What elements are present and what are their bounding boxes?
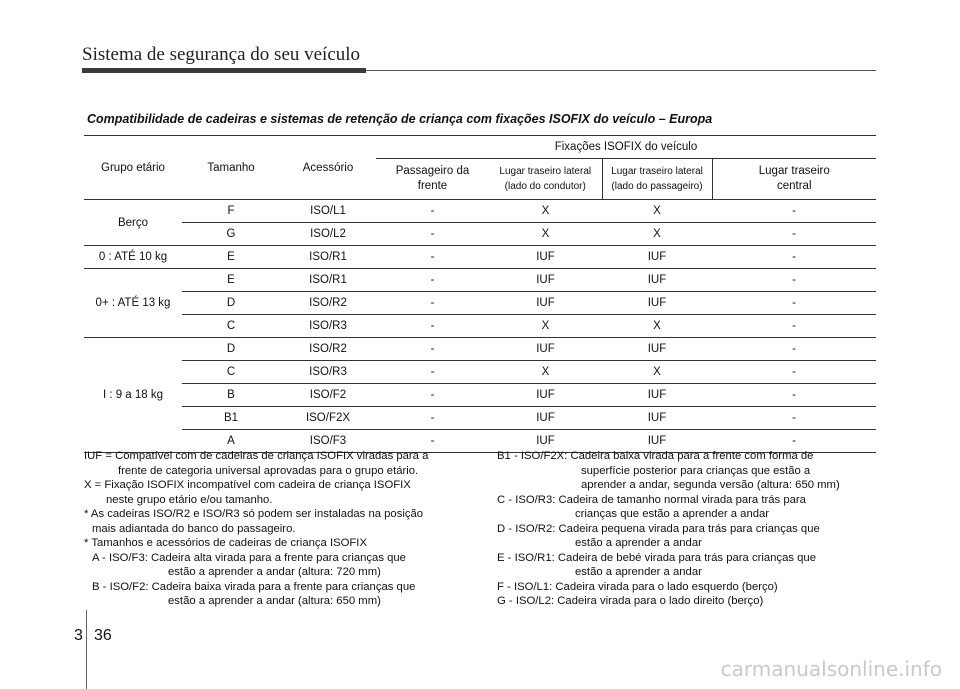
cell-lateral-condutor: IUF	[489, 338, 602, 361]
page-number-divider	[86, 610, 87, 689]
legend-d-line1: D - ISO/R2: Cadeira pequena virada para trás para crianças que	[497, 522, 820, 535]
cell-acessorio: ISO/L1	[280, 200, 376, 223]
legend-right	[497, 449, 879, 609]
cell-tamanho: D	[182, 292, 280, 315]
cell-central: -	[712, 223, 876, 246]
section-title: Compatibilidade de cadeiras e sistemas de retenção de criança com fixações ISOFIX do veículo – Europa	[87, 112, 713, 126]
legend-b1-line1: B1 - ISO/F2X: Cadeira baixa virada para a frente com forma de	[497, 450, 814, 462]
header-passageiro-l2: frente	[417, 180, 448, 192]
cell-tamanho: C	[182, 315, 280, 338]
page-header-title: Sistema de segurança do seu veículo	[82, 44, 361, 65]
cell-tamanho: E	[182, 246, 280, 269]
header-acessorio: Acessório	[280, 136, 376, 200]
cell-lateral-passageiro: X	[602, 200, 712, 223]
cell-lateral-condutor: X	[489, 223, 602, 246]
legend-note2: * Tamanhos e acessórios de cadeiras de criança ISOFIX	[84, 537, 367, 549]
cell-lateral-passageiro: IUF	[602, 269, 712, 292]
table-row	[84, 200, 876, 223]
cell-acessorio: ISO/R1	[280, 246, 376, 269]
table-row	[84, 246, 876, 269]
cell-lateral-passageiro: IUF	[602, 338, 712, 361]
header-passageiro	[376, 159, 489, 200]
legend-a-line1: A - ISO/F3: Cadeira alta virada para a frente para crianças que	[92, 551, 406, 564]
legend-c-line1: C - ISO/R3: Cadeira de tamanho normal virada para trás para	[497, 493, 806, 506]
table-row	[84, 407, 876, 430]
cell-tamanho: A	[182, 430, 280, 453]
group-cell: 0+ : ATÉ 13 kg	[84, 269, 182, 338]
cell-passageiro: -	[376, 223, 489, 246]
cell-central: -	[712, 384, 876, 407]
cell-lateral-condutor: X	[489, 315, 602, 338]
cell-lateral-condutor: IUF	[489, 430, 602, 453]
cell-acessorio: ISO/L2	[280, 223, 376, 246]
cell-lateral-condutor: IUF	[489, 269, 602, 292]
header-central-l1: Lugar traseiro	[758, 165, 830, 177]
cell-acessorio: ISO/R1	[280, 269, 376, 292]
cell-central: -	[712, 200, 876, 223]
watermark: carmanualsonline.info	[720, 657, 942, 681]
header-fixacoes: Fixações ISOFIX do veículo	[376, 136, 876, 159]
group-cell: Berço	[84, 200, 182, 246]
header-rule	[366, 70, 876, 71]
header-lat-pass-l2: (lado do passageiro)	[611, 181, 703, 192]
legend-d-line2: estão a aprender a andar	[575, 537, 702, 549]
legend-g: G - ISO/L2: Cadeira virada para o lado direito (berço)	[497, 595, 764, 607]
cell-passageiro: -	[376, 338, 489, 361]
cell-acessorio: ISO/R2	[280, 338, 376, 361]
header-grupo: Grupo etário	[84, 136, 182, 200]
header-lat-pass-l1: Lugar traseiro lateral	[611, 166, 703, 177]
header-central	[712, 159, 876, 200]
cell-passageiro: -	[376, 361, 489, 384]
cell-acessorio: ISO/R3	[280, 361, 376, 384]
table-row	[84, 361, 876, 384]
header-central-l2: central	[776, 180, 812, 192]
cell-lateral-passageiro: X	[602, 223, 712, 246]
header-passageiro-l1: Passageiro da	[395, 165, 470, 177]
table-row	[84, 315, 876, 338]
cell-tamanho: C	[182, 361, 280, 384]
legend-iuf-line1: IUF = Compatível com de cadeiras de criança ISOFIX viradas para a	[84, 450, 429, 462]
cell-lateral-passageiro: X	[602, 315, 712, 338]
legend-note1-line2: mais adiantada do banco do passageiro.	[92, 522, 296, 535]
cell-passageiro: -	[376, 292, 489, 315]
legend-f: F - ISO/L1: Cadeira virada para o lado esquerdo (berço)	[497, 580, 778, 593]
cell-central: -	[712, 338, 876, 361]
header-lat-cond-l1: Lugar traseiro lateral	[499, 166, 592, 177]
header-lateral-condutor	[489, 159, 602, 200]
legend-x-line2: neste grupo etário e/ou tamanho.	[106, 493, 273, 506]
page-number: 36	[94, 627, 112, 644]
table-row	[84, 384, 876, 407]
cell-passageiro: -	[376, 407, 489, 430]
cell-tamanho: G	[182, 223, 280, 246]
cell-lateral-passageiro: IUF	[602, 246, 712, 269]
cell-central: -	[712, 246, 876, 269]
cell-lateral-condutor: IUF	[489, 292, 602, 315]
cell-central: -	[712, 292, 876, 315]
cell-lateral-condutor: IUF	[489, 407, 602, 430]
cell-acessorio: ISO/R2	[280, 292, 376, 315]
cell-lateral-passageiro: IUF	[602, 384, 712, 407]
legend-b-line1: B - ISO/F2: Cadeira baixa virada para a frente para crianças que	[92, 580, 416, 593]
cell-lateral-passageiro: IUF	[602, 292, 712, 315]
isofix-compatibility-table	[84, 135, 876, 453]
cell-acessorio: ISO/F2X	[280, 407, 376, 430]
legend-e-line2: estão a aprender a andar	[575, 566, 702, 578]
chapter-number: 3	[74, 627, 83, 644]
cell-lateral-condutor: X	[489, 200, 602, 223]
cell-tamanho: F	[182, 200, 280, 223]
cell-central: -	[712, 361, 876, 384]
cell-lateral-passageiro: IUF	[602, 407, 712, 430]
cell-lateral-passageiro: X	[602, 361, 712, 384]
cell-lateral-passageiro: IUF	[602, 430, 712, 453]
cell-acessorio: ISO/R3	[280, 315, 376, 338]
cell-tamanho: B	[182, 384, 280, 407]
legend-b-line2: estão a aprender a andar (altura: 650 mm)	[168, 595, 381, 607]
legend-x-line1: X = Fixação ISOFIX incompatível com cadeira de criança ISOFIX	[84, 479, 411, 491]
cell-central: -	[712, 269, 876, 292]
header-lat-cond-l2: (lado do condutor)	[504, 181, 586, 192]
legend-a-line2: estão a aprender a andar (altura: 720 mm)	[168, 566, 381, 578]
cell-lateral-condutor: IUF	[489, 246, 602, 269]
legend-e-line1: E - ISO/R1: Cadeira de bebé virada para trás para crianças que	[497, 551, 816, 564]
cell-acessorio: ISO/F3	[280, 430, 376, 453]
cell-lateral-condutor: IUF	[489, 384, 602, 407]
legend-b1-line3: aprender a andar, segunda versão (altura: 650 mm)	[581, 479, 840, 491]
table-header-row	[84, 136, 876, 159]
cell-passageiro: -	[376, 430, 489, 453]
table-row	[84, 269, 876, 292]
legend-note1-line1: * As cadeiras ISO/R2 e ISO/R3 só podem ser instaladas na posição	[84, 508, 424, 520]
legend-left	[84, 449, 470, 609]
header-bar	[82, 68, 366, 73]
cell-tamanho: D	[182, 338, 280, 361]
legend-c-line2: crianças que estão a aprender a andar	[575, 508, 770, 520]
cell-passageiro: -	[376, 200, 489, 223]
group-cell: 0 : ATÉ 10 kg	[84, 246, 182, 269]
cell-passageiro: -	[376, 384, 489, 407]
cell-tamanho: B1	[182, 407, 280, 430]
cell-tamanho: E	[182, 269, 280, 292]
legend-b1-line2: superfície posterior para crianças que estão a	[581, 464, 811, 477]
cell-central: -	[712, 407, 876, 430]
header-lateral-passageiro	[602, 159, 712, 200]
table-row	[84, 338, 876, 361]
cell-passageiro: -	[376, 246, 489, 269]
cell-central: -	[712, 315, 876, 338]
group-cell: I : 9 a 18 kg	[84, 338, 182, 453]
cell-acessorio: ISO/F2	[280, 384, 376, 407]
cell-passageiro: -	[376, 315, 489, 338]
legend-iuf-line2: frente de categoria universal aprovadas para o grupo etário.	[118, 464, 419, 477]
cell-passageiro: -	[376, 269, 489, 292]
header-tamanho: Tamanho	[182, 136, 280, 200]
table-row	[84, 223, 876, 246]
cell-central: -	[712, 430, 876, 453]
table-row	[84, 292, 876, 315]
cell-lateral-condutor: X	[489, 361, 602, 384]
